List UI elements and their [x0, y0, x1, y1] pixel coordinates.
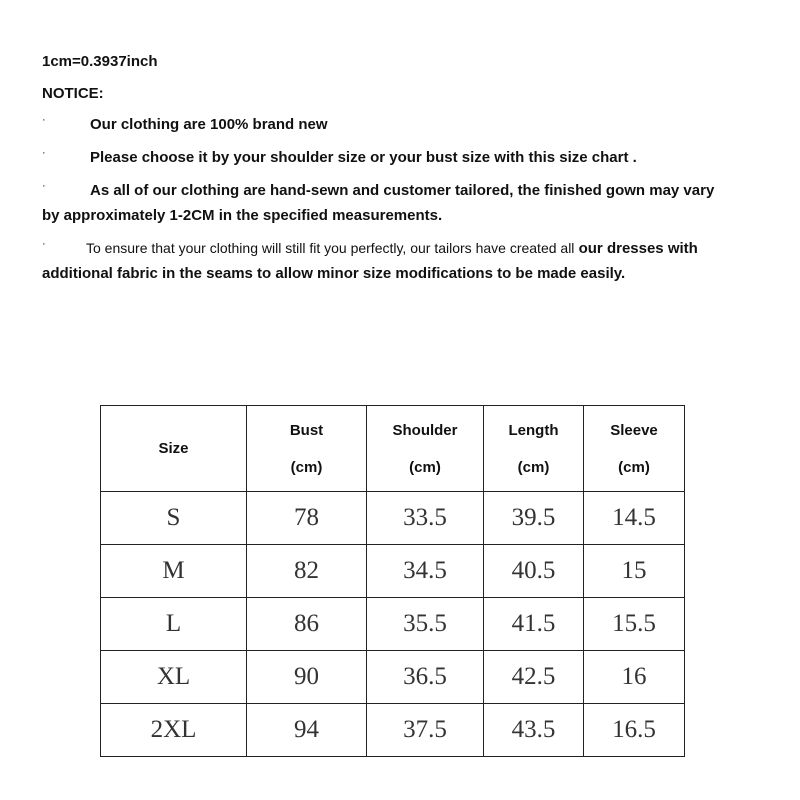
notice-item-text — [42, 236, 732, 286]
notice-item — [42, 178, 732, 228]
cell-sleeve: 15 — [584, 545, 685, 598]
bullet-icon: · — [42, 238, 46, 250]
header-unit: (cm) — [290, 458, 323, 476]
cell-sleeve: 14.5 — [584, 492, 685, 545]
size-chart-table — [100, 405, 685, 757]
table-row — [101, 545, 685, 598]
header-sleeve — [584, 406, 685, 492]
bullet-icon: · — [42, 180, 46, 192]
header-label: Shoulder — [392, 421, 458, 439]
cell-length: 41.5 — [484, 598, 584, 651]
table-row — [101, 492, 685, 545]
header-unit: (cm) — [618, 458, 650, 476]
cell-bust: 90 — [247, 651, 367, 704]
notice-item — [42, 236, 732, 286]
cell-size: L — [101, 598, 247, 651]
bullet-icon: · — [42, 114, 46, 126]
header-label: Length — [508, 421, 559, 439]
cell-length: 42.5 — [484, 651, 584, 704]
cell-length: 43.5 — [484, 704, 584, 757]
cell-shoulder: 37.5 — [367, 704, 484, 757]
table-row — [101, 704, 685, 757]
cell-size: S — [101, 492, 247, 545]
notice-item — [42, 145, 732, 170]
header-shoulder — [367, 406, 484, 492]
cell-size: M — [101, 545, 247, 598]
header-unit: (cm) — [517, 458, 550, 476]
cell-length: 39.5 — [484, 492, 584, 545]
size-notes — [42, 52, 732, 286]
cell-bust: 86 — [247, 598, 367, 651]
cell-size: 2XL — [101, 704, 247, 757]
unit-conversion: 1cm=0.3937inch — [42, 53, 158, 70]
table-row — [101, 651, 685, 704]
header-unit: (cm) — [409, 458, 441, 476]
table-header-row — [101, 406, 685, 492]
cell-shoulder: 33.5 — [367, 492, 484, 545]
cell-bust: 94 — [247, 704, 367, 757]
notice-item-text: Our clothing are 100% brand new — [90, 116, 328, 133]
notice-item-text: Please choose it by your shoulder size or your bust size with this size chart . — [90, 149, 637, 166]
cell-sleeve: 16.5 — [584, 704, 685, 757]
header-label: Sleeve — [610, 421, 658, 439]
cell-sleeve: 16 — [584, 651, 685, 704]
cell-length: 40.5 — [484, 545, 584, 598]
notice-heading: NOTICE: — [42, 85, 104, 102]
cell-shoulder: 34.5 — [367, 545, 484, 598]
cell-bust: 82 — [247, 545, 367, 598]
header-label: Bust — [289, 421, 324, 439]
cell-bust: 78 — [247, 492, 367, 545]
header-length — [484, 406, 584, 492]
notice-item — [42, 112, 732, 137]
notice-item-bold: our — [578, 240, 603, 257]
header-size — [101, 406, 247, 492]
cell-sleeve: 15.5 — [584, 598, 685, 651]
table-row — [101, 598, 685, 651]
cell-shoulder: 36.5 — [367, 651, 484, 704]
cell-shoulder: 35.5 — [367, 598, 484, 651]
bullet-icon: · — [42, 147, 46, 159]
header-label: Size — [158, 440, 189, 457]
notice-item-rest: dresses with additional fabric in the seams to allow minor size modifications to be made easily. — [42, 240, 698, 282]
notice-item-lead: To ensure that your clothing will still fit you perfectly, our tailors have created all — [86, 240, 575, 256]
notice-item-text: As all of our clothing are hand-sewn and customer tailored, the finished gown may vary by approximately 1-2CM in the specified measurements. — [42, 182, 715, 224]
header-bust — [247, 406, 367, 492]
cell-size: XL — [101, 651, 247, 704]
